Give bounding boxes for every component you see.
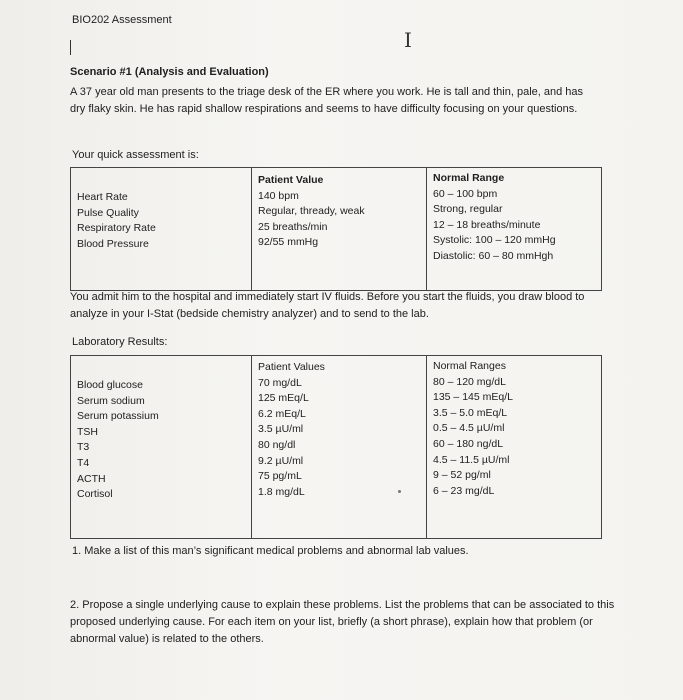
text-cursor-icon: I	[404, 28, 412, 52]
vital-name: Heart Rate	[77, 191, 128, 203]
lab-test-name: ACTH	[77, 472, 106, 485]
lab-normal-range: 60 – 180 ng/dL	[433, 437, 504, 450]
lab-test-name: Serum sodium	[77, 394, 145, 407]
vital-patient-value: 92/55 mmHg	[258, 236, 319, 248]
lab-normal-range: 135 – 145 mEq/L	[433, 391, 513, 404]
vitals-table	[70, 167, 602, 291]
lab-patient-value: 6.2 mEq/L	[258, 407, 306, 420]
vital-name: Respiratory Rate	[77, 222, 156, 234]
vitals-normal-header: Normal Range	[433, 172, 505, 184]
lab-patient-header: Patient Values	[258, 361, 325, 373]
vitals-name-column	[71, 168, 252, 291]
lab-normal-header: Normal Ranges	[433, 360, 506, 372]
vital-name: Pulse Quality	[77, 206, 139, 219]
lab-normal-range: 4.5 – 11.5 µU/ml	[433, 453, 510, 466]
vital-patient-value: 140 bpm	[258, 189, 299, 202]
vitals-patient-column	[252, 168, 427, 291]
lab-patient-value: 3.5 µU/ml	[258, 423, 304, 436]
question-2: 2. Propose a single underlying cause to explain these problems. List the problems that can be associated to this proposed underlying cause. For each item on your list, briefly (a short phrase), explain how that problem (or abnormal value) is related to the others.	[70, 599, 615, 645]
lab-table	[70, 355, 602, 539]
lab-normal-range: 0.5 – 4.5 µU/ml	[433, 422, 505, 435]
lab-name-column	[71, 356, 252, 539]
vital-patient-value: 25 breaths/min	[258, 220, 328, 233]
lab-patient-value: 9.2 µU/ml	[258, 454, 304, 467]
lab-patient-value: 1.8 mg/dL	[258, 485, 305, 498]
vital-normal-range-diastolic: Diastolic: 60 – 80 mmHgh	[433, 249, 554, 262]
lab-test-name: T3	[77, 441, 90, 454]
scenario-intro: A 37 year old man presents to the triage desk of the ER where you work. He is tall and thin, pale, and has dry flaky skin. He has rapid shallow respirations and seems to have difficulty focusing on your questions.	[70, 86, 584, 115]
vital-name: Blood Pressure	[77, 237, 149, 250]
lab-test-name: Cortisol	[77, 488, 113, 501]
vital-normal-range: 12 – 18 breaths/minute	[433, 218, 541, 231]
question-1: 1. Make a list of this man’s significant medical problems and abnormal lab values.	[72, 545, 469, 557]
lab-test-name: Serum potassium	[77, 410, 159, 423]
lab-patient-column	[252, 356, 427, 539]
quick-assessment-label: Your quick assessment is:	[72, 149, 199, 161]
scenario-title: Scenario #1 (Analysis and Evaluation)	[70, 66, 269, 78]
vitals-patient-header: Patient Value	[258, 174, 324, 186]
lab-normal-range: 3.5 – 5.0 mEq/L	[433, 406, 508, 419]
lab-normal-range: 6 – 23 mg/dL	[433, 484, 495, 497]
vital-normal-range: Systolic: 100 – 120 mmHg	[433, 234, 556, 246]
text-caret	[70, 40, 71, 55]
lab-results-label: Laboratory Results:	[72, 336, 168, 348]
vitals-normal-column	[427, 168, 602, 291]
lab-test-name: T4	[77, 456, 90, 469]
lab-normal-column	[427, 356, 602, 539]
vital-normal-range: Strong, regular	[433, 203, 503, 215]
lab-patient-value: 125 mEq/L	[258, 392, 309, 405]
lab-test-name: Blood glucose	[77, 379, 143, 391]
admission-text: You admit him to the hospital and immediately start IV fluids. Before you start the fluids, you draw blood to analyze in your I-Stat (bedside chemistry analyzer) and to send to the lab.	[70, 291, 585, 320]
lab-normal-range: 80 – 120 mg/dL	[433, 375, 506, 388]
vital-normal-range: 60 – 100 bpm	[433, 187, 498, 200]
lab-patient-value: 80 ng/dl	[258, 438, 296, 451]
lab-test-name: TSH	[77, 425, 98, 438]
stray-mark	[398, 490, 401, 493]
vital-patient-value: Regular, thready, weak	[258, 205, 365, 217]
lab-patient-value: 70 mg/dL	[258, 376, 302, 389]
document-title: BIO202 Assessment	[72, 14, 172, 26]
lab-patient-value: 75 pg/mL	[258, 470, 302, 483]
lab-normal-range: 9 – 52 pg/ml	[433, 469, 491, 482]
